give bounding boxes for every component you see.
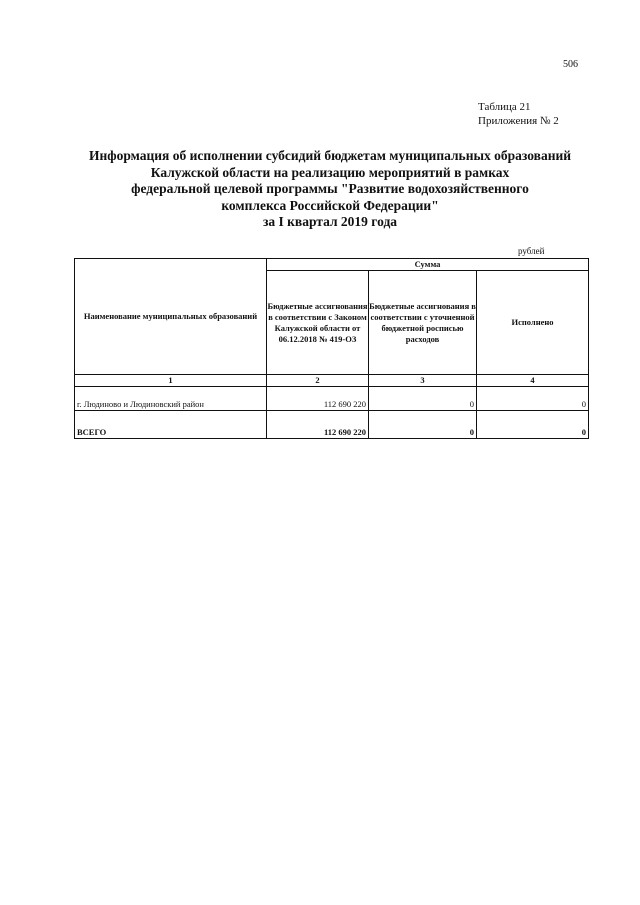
total-label: ВСЕГО [75,411,267,439]
total-done-value: 0 [477,411,589,439]
document-title [60,148,600,231]
column-number: 1 [75,375,267,387]
page-number: 506 [563,59,578,70]
title-line-5: за I квартал 2019 года [262,214,398,229]
total-refined-value: 0 [369,411,477,439]
table-label-appendix: Приложения № 2 [478,115,559,127]
row-budget-value: 112 690 220 [267,387,369,411]
table-row [75,387,589,411]
total-budget-value: 112 690 220 [267,411,369,439]
title-line-4: комплекса Российской Федерации" [221,197,439,213]
column-numbers-row [75,375,589,387]
header-refined: Бюджетные ассигнования в соответствии с уточненной бюджетной росписью расходов [369,271,477,375]
row-refined-value: 0 [369,387,477,411]
column-number: 4 [477,375,589,387]
row-municipality-name: г. Людиново и Людиновский район [75,387,267,411]
header-budget: Бюджетные ассигнования в соответствии с Законом Калужской области от 06.12.2018 № 419-ОЗ [267,271,369,375]
header-name: Наименование муниципальных образований [75,259,267,375]
column-number: 3 [369,375,477,387]
table-label [478,100,559,128]
header-sum-group: Сумма [267,259,589,271]
total-row [75,411,589,439]
units-label: рублей [518,246,545,256]
title-line-2: Калужской области на реализацию мероприятий в рамках [150,164,510,180]
table-label-number: Таблица 21 [478,101,531,113]
header-row-group [75,259,589,271]
header-done: Исполнено [477,271,589,375]
title-line-3: федеральной целевой программы "Развитие водохозяйственного [131,181,529,196]
report-table [74,258,589,439]
column-number: 2 [267,375,369,387]
row-done-value: 0 [477,387,589,411]
title-line-1: Информация об исполнении субсидий бюджетам муниципальных образований [88,148,572,163]
